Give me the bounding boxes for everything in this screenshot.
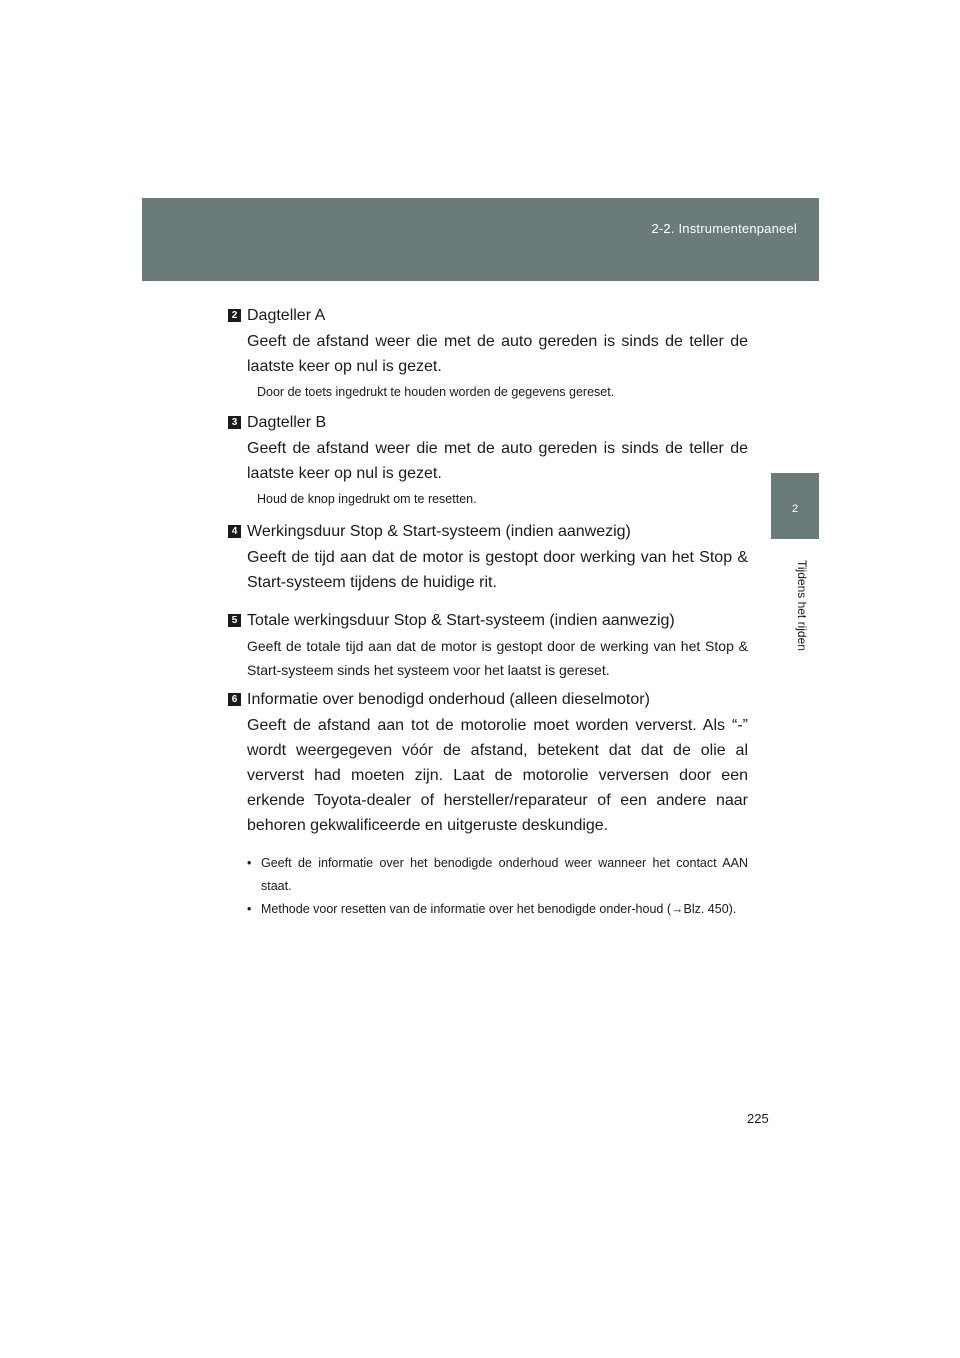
item-description: Geeft de afstand aan tot de motorolie moet worden ververst. Als “-” wordt weergegeven vóór de afstand, betekent dat dat de olie al ververst had moeten zijn. Laat de motorolie verversen door een erkende Toyota-dealer of hersteller/reparateur of een andere naar behoren gekwalificeerde en uitgeruste deskundige. xyxy=(247,717,748,834)
section-header-bar xyxy=(142,198,819,281)
page-number: 225 xyxy=(747,1111,769,1126)
item-description: Geeft de afstand weer die met de auto gereden is sinds de teller de laatste keer op nul is gezet. xyxy=(247,333,748,375)
list-item xyxy=(247,852,748,898)
chapter-label: Tijdens het rijden xyxy=(795,560,809,651)
chapter-number: 2 xyxy=(791,503,799,515)
item-number-badge: 2 xyxy=(228,309,241,322)
item-title: Werkingsduur Stop & Start-systeem (indien aanwezig) xyxy=(247,523,631,540)
item-number-badge: 4 xyxy=(228,525,241,538)
item-title: Dagteller B xyxy=(247,414,327,431)
item-totale-werkingsduur xyxy=(228,609,748,682)
item-description: Geeft de totale tijd aan dat de motor is gestopt door de werking van het Stop & Start-systeem sinds het systeem voor het laatst is gereset. xyxy=(247,638,748,678)
item-description: Geeft de afstand weer die met de auto gereden is sinds de teller de laatste keer op nul is gezet. xyxy=(247,440,748,482)
chapter-tab xyxy=(771,473,819,539)
bullet-icon: • xyxy=(247,902,252,916)
item-onderhoud xyxy=(228,688,748,921)
item-note: Houd de knop ingedrukt om te resetten. xyxy=(257,492,477,506)
item-description: Geeft de tijd aan dat de motor is gestopt door werking van het Stop & Start-systeem tijdens de huidige rit. xyxy=(247,549,748,591)
bullet-list xyxy=(247,852,748,921)
bullet-icon: • xyxy=(247,856,252,870)
section-title: 2-2. Instrumentenpaneel xyxy=(651,221,797,236)
list-item xyxy=(247,898,748,921)
item-title: Totale werkingsduur Stop & Start-systeem (indien aanwezig) xyxy=(247,612,675,629)
item-dagteller-b xyxy=(228,411,748,508)
item-number-badge: 3 xyxy=(228,416,241,429)
item-number-badge: 5 xyxy=(228,614,241,627)
item-dagteller-a xyxy=(228,304,748,401)
item-note: Door de toets ingedrukt te houden worden de gegevens gereset. xyxy=(257,385,615,399)
page-content xyxy=(228,304,748,921)
item-werkingsduur xyxy=(228,520,748,595)
list-item-text: Methode voor resetten van de informatie over het benodigde onder-houd (→Blz. 450). xyxy=(261,902,737,916)
item-title: Informatie over benodigd onderhoud (alleen dieselmotor) xyxy=(247,691,650,708)
list-item-text: Geeft de informatie over het benodigde onderhoud weer wanneer het contact AAN staat. xyxy=(261,856,748,893)
item-title: Dagteller A xyxy=(247,307,326,324)
item-number-badge: 6 xyxy=(228,693,241,706)
